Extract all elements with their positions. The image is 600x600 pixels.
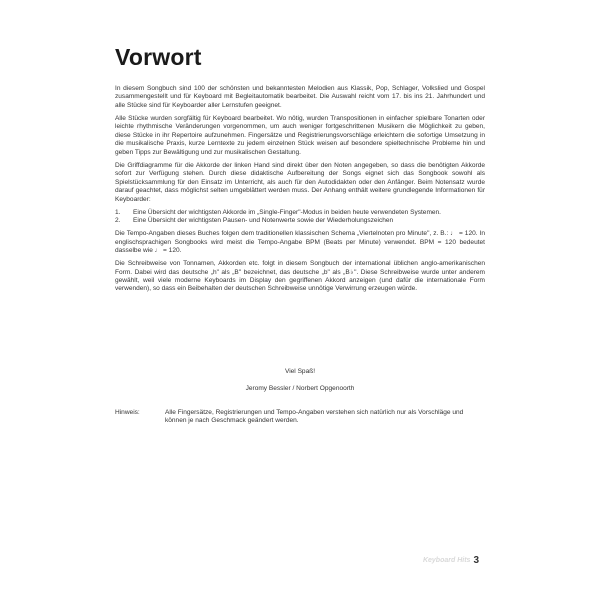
paragraph-arrangements: Alle Stücke wurden sorgfältig für Keyboard bearbeitet. Wo nötig, wurden Transpositionen in einfacher spielbare Tonarten oder leichte rhythmische Veränderungen vorgenommen, um auch weniger fortgeschrittenen Musikern die Möglichkeit zu geben, diese Stücke in ihr Repertoire aufzunehmen. Fingersätze und Registrierungsvorschläge erleichtern die sofortige Umsetzung in die musikalische Praxis, kurze Lerntexte zu jedem einzelnen Stück weisen auf besondere spieltechnische Probleme hin und geben Tipps zur Bewältigung und zur musikalischen Gestaltung.	[115, 114, 485, 156]
closing-authors: Jeromy Bessler / Norbert Opgenoorth	[245, 385, 355, 392]
footer-brand: Keyboard Hits	[422, 557, 471, 564]
page-number: 3	[473, 555, 479, 566]
body-text	[115, 85, 485, 299]
list-item	[115, 209, 485, 217]
note-text: Alle Fingersätze, Registrierungen und Tempo-Angaben verstehen sich natürlich nur als Vorschläge und können je nach Geschmack geändert werden.	[165, 409, 464, 425]
paragraph-chord-diagrams: Die Griffdiagramme für die Akkorde der linken Hand sind direkt über den Noten angegeben, so dass die benötigten Akkorde sofort zur Verfügung stehen. Durch diese didaktische Aufbereitung der Songs eignet sich das Songbook sowohl als Spielstücksammlung für den Einsatz im Unterricht, als auch für den Autodidakten oder den Anfänger. Beim Notensatz wurde darauf geachtet, dass möglichst selten umgeblättert werden muss. Der Anhang enthält weitere grundlegende Informationen für Keyboarder:	[115, 161, 485, 203]
list-item-text: Eine Übersicht der wichtigsten Pausen- und Notenwerte sowie der Wiederholungszeichen	[133, 217, 394, 225]
paragraph-tempo: Die Tempo-Angaben dieses Buches folgen dem traditionellen klassischen Schema „Viertelnoten pro Minute", z. B.: ♩ = 120. In englischsprachigen Songbooks wird meist die Tempo-Angabe BPM (Beats per Minute) verwendet. BPM = 120 bedeutet dasselbe wie ♩ = 120.	[115, 230, 485, 255]
paragraph-intro: In diesem Songbuch sind 100 der schönsten und bekanntesten Melodien aus Klassik, Pop, Schlager, Volkslied und Gospel zusammengestellt und für Keyboard mit Begleitautomatik bearbeitet. Die Auswahl reicht vom 17. bis ins 21. Jahrhundert und alle Stücke sind für Keyboarder aller Lernstufen geeignet.	[115, 85, 485, 109]
closing-greeting: Viel Spaß!	[284, 368, 316, 375]
list-item	[115, 217, 485, 225]
note-block	[115, 409, 485, 426]
page-title: Vorwort	[115, 44, 202, 70]
paragraph-notation: Die Schreibweise von Tonnamen, Akkorden etc. folgt in diesem Songbuch der international üblichen anglo-amerikanischen Form. Dabei wird das deutsche „h" als „B" bezeichnet, das deutsche „b" als „B♭". Diese Schreibweise wurde unter anderem gewählt, weil viele moderne Keyboards im Display den gegriffenen Akkord anzeigen (und dafür die internationale Form verwenden), so dass ein Beibehalten der deutschen Schreibweise unnötige Verwirrung erzeugen würde.	[115, 260, 485, 293]
list-item-text: Eine Übersicht der wichtigsten Akkorde im „Single-Finger"-Modus in beiden heute verwendeten Systemen.	[133, 208, 442, 216]
page-footer	[423, 555, 479, 566]
list-item-number: 1.	[115, 208, 121, 216]
note-label: Hinweis:	[115, 409, 140, 416]
list-item-number: 2.	[115, 217, 121, 225]
appendix-list	[115, 209, 485, 226]
